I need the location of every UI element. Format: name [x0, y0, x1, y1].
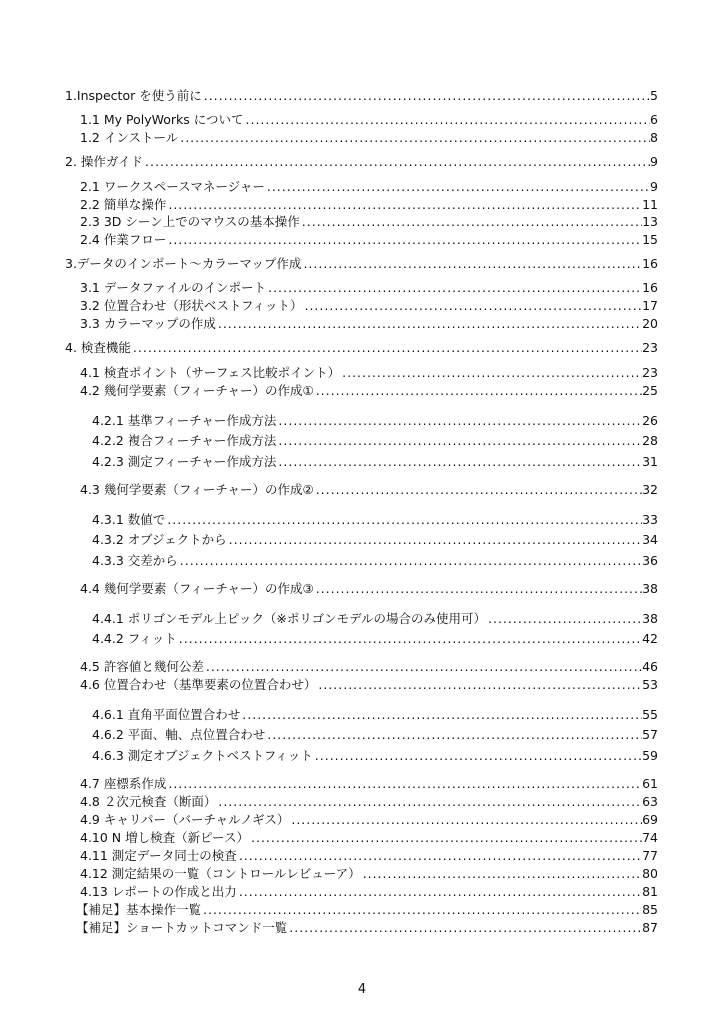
dot-leader — [203, 901, 642, 919]
dot-leader — [316, 481, 642, 499]
toc-entry-title: 4.2.3 測定フィーチャー作成方法 — [92, 454, 277, 469]
dot-leader — [229, 531, 642, 549]
toc-entry[interactable] — [92, 747, 658, 765]
toc-entry-title: 3.データのインポート～カラーマップ作成 — [65, 256, 302, 271]
toc-entry[interactable] — [80, 883, 658, 901]
toc-entry-page: 85 — [642, 902, 658, 917]
dot-leader — [289, 919, 642, 937]
toc-entry[interactable] — [80, 213, 658, 231]
toc-entry[interactable] — [76, 901, 658, 919]
toc-entry-page: 31 — [642, 454, 658, 469]
toc-entry-page: 53 — [642, 677, 658, 692]
dot-leader — [239, 847, 642, 865]
dot-leader — [302, 213, 642, 231]
toc-entry-title: 4.7 座標系作成 — [80, 776, 167, 791]
toc-entry-page: 9 — [650, 154, 658, 169]
dot-leader — [179, 630, 642, 648]
dot-leader — [218, 315, 642, 333]
toc-entry-page: 33 — [642, 512, 658, 527]
toc-entry-page: 63 — [642, 794, 658, 809]
dot-leader — [168, 196, 642, 214]
toc-entry-title: 【補足】基本操作一覧 — [76, 902, 202, 917]
toc-entry-title: 4.6 位置合わせ（基準要素の位置合わせ） — [80, 677, 317, 692]
toc-entry-title: 4.6.2 平面、軸、点位置合わせ — [92, 727, 266, 742]
toc-entry-page: 15 — [642, 232, 658, 247]
toc-entry-page: 36 — [642, 553, 658, 568]
dot-leader — [180, 129, 650, 147]
toc-entry-title: 3.2 位置合わせ（形状ベストフィット） — [80, 298, 303, 313]
dot-leader — [291, 811, 642, 829]
dot-leader — [246, 111, 651, 129]
dot-leader — [239, 883, 642, 901]
toc-entry[interactable] — [80, 129, 658, 147]
toc-entry-page: 32 — [642, 482, 658, 497]
toc-entry[interactable] — [80, 231, 658, 249]
toc-entry-title: 1.Inspector を使う前に — [65, 88, 202, 103]
toc-entry-page: 23 — [642, 365, 658, 380]
dot-leader — [303, 255, 642, 273]
dot-leader — [278, 412, 642, 430]
dot-leader — [316, 580, 642, 598]
toc-entry-page: 25 — [642, 383, 658, 398]
toc-entry-page: 6 — [650, 112, 658, 127]
toc-entry-page: 16 — [642, 280, 658, 295]
toc-entry[interactable] — [80, 676, 658, 694]
dot-leader — [267, 178, 650, 196]
dot-leader — [167, 511, 642, 529]
toc-entry-title: 4.4 幾何学要素（フィーチャー）の作成③ — [80, 581, 314, 596]
toc-entry[interactable] — [65, 153, 658, 171]
dot-leader — [278, 432, 642, 450]
dot-leader — [206, 658, 642, 676]
dot-leader — [168, 775, 642, 793]
toc-entry-page: 57 — [642, 727, 658, 742]
toc-entry-page: 8 — [650, 130, 658, 145]
toc-entry-page: 81 — [642, 884, 658, 899]
toc-entry[interactable] — [92, 610, 658, 628]
toc-entry-page: 38 — [642, 611, 658, 626]
toc-entry-title: 4.9 キャリパー（バーチャルノギス） — [80, 812, 290, 827]
dot-leader — [488, 610, 642, 628]
toc-entry[interactable] — [92, 453, 658, 471]
toc-entry-page: 16 — [642, 256, 658, 271]
toc-entry-page: 38 — [642, 581, 658, 596]
toc-entry[interactable] — [80, 315, 658, 333]
toc-entry[interactable] — [80, 196, 658, 214]
toc-entry-title: 4.1 検査ポイント（サーフェス比較ポイント） — [80, 365, 341, 380]
dot-leader — [304, 297, 642, 315]
toc-entry-title: 3.3 カラーマップの作成 — [80, 316, 216, 331]
toc-entry-title: 【補足】ショートカットコマンド一覧 — [76, 920, 288, 935]
toc-entry[interactable] — [92, 630, 658, 648]
toc-entry[interactable] — [80, 382, 658, 400]
dot-leader — [168, 231, 642, 249]
toc-entry-page: 42 — [642, 631, 658, 646]
toc-entry-page: 46 — [642, 659, 658, 674]
toc-entry-page: 80 — [642, 866, 658, 881]
toc-entry[interactable] — [80, 658, 658, 676]
toc-entry-page: 34 — [642, 532, 658, 547]
toc-entry-page: 77 — [642, 848, 658, 863]
dot-leader — [318, 676, 642, 694]
toc-entry-page: 59 — [642, 748, 658, 763]
toc-entry-title: 4.4.1 ポリゴンモデル上ピック（※ポリゴンモデルの場合のみ使用可） — [92, 611, 487, 626]
dot-leader — [251, 829, 642, 847]
toc-entry[interactable] — [80, 775, 658, 793]
toc-entry[interactable] — [80, 847, 658, 865]
toc-entry-title: 2.1 ワークスペースマネージャー — [80, 179, 265, 194]
dot-leader — [363, 865, 642, 883]
dot-leader — [316, 382, 642, 400]
toc-entry-title: 4.3.1 数値で — [92, 512, 166, 527]
dot-leader — [268, 279, 642, 297]
toc-entry-title: 2.4 作業フロー — [80, 232, 167, 247]
toc-entry-title: 4. 検査機能 — [65, 340, 131, 355]
toc-entry[interactable] — [80, 178, 658, 196]
toc-entry[interactable] — [65, 339, 658, 357]
dot-leader — [204, 87, 650, 105]
page-number: 4 — [357, 982, 367, 997]
toc-entry[interactable] — [80, 364, 658, 382]
toc-entry-page: 61 — [642, 776, 658, 791]
toc-entry-title: 4.10 N 増し検査（新ピース） — [80, 830, 250, 845]
toc-entry-title: 4.3.3 交差から — [92, 553, 178, 568]
toc-entry[interactable] — [80, 829, 658, 847]
toc-entry-title: 3.1 データファイルのインポート — [80, 280, 267, 295]
toc-entry-title: 2.2 簡単な操作 — [80, 197, 167, 212]
toc-entry-page: 28 — [642, 433, 658, 448]
toc-entry[interactable] — [65, 87, 658, 105]
toc-entry[interactable] — [65, 255, 658, 273]
toc-entry[interactable] — [76, 919, 658, 937]
toc-entry-title: 4.2.1 基準フィーチャー作成方法 — [92, 413, 277, 428]
toc-entry-title: 1.2 インストール — [80, 130, 179, 145]
toc-entry[interactable] — [80, 111, 658, 129]
toc-entry-page: 26 — [642, 413, 658, 428]
toc-entry[interactable] — [80, 580, 658, 598]
toc-entry-page: 23 — [642, 340, 658, 355]
toc-entry[interactable] — [92, 412, 658, 430]
toc-entry[interactable] — [92, 706, 658, 724]
toc-entry-title: 4.12 測定結果の一覧（コントロールレビューア） — [80, 866, 361, 881]
toc-entry[interactable] — [80, 279, 658, 297]
dot-leader — [145, 153, 650, 171]
toc-entry-page: 55 — [642, 707, 658, 722]
dot-leader — [218, 793, 642, 811]
dot-leader — [278, 453, 642, 471]
toc-entry-page: 5 — [650, 88, 658, 103]
toc-entry[interactable] — [80, 481, 658, 499]
toc-entry-title: 4.2 幾何学要素（フィーチャー）の作成① — [80, 383, 314, 398]
toc-entry[interactable] — [80, 793, 658, 811]
toc-entry[interactable] — [92, 552, 658, 570]
dot-leader — [342, 364, 642, 382]
toc-entry-title: 4.3.2 オブジェクトから — [92, 532, 227, 547]
toc-entry-title: 4.6.3 測定オブジェクトベストフィット — [92, 748, 313, 763]
toc-entry[interactable] — [92, 531, 658, 549]
toc-entry-title: 2. 操作ガイド — [65, 154, 144, 169]
toc-entry-title: 4.11 測定データ同士の検査 — [80, 848, 237, 863]
toc-entry[interactable] — [92, 511, 658, 529]
dot-leader — [180, 552, 642, 570]
toc-entry-title: 1.1 My PolyWorks について — [80, 112, 244, 127]
toc-entry-title: 4.5 許容値と幾何公差 — [80, 659, 204, 674]
toc-entry[interactable] — [80, 811, 658, 829]
toc-entry-title: 4.2.2 複合フィーチャー作成方法 — [92, 433, 277, 448]
dot-leader — [133, 339, 642, 357]
toc-entry-page: 74 — [642, 830, 658, 845]
dot-leader — [267, 726, 642, 744]
toc-entry-title: 4.4.2 フィット — [92, 631, 177, 646]
toc-entry-page: 9 — [650, 179, 658, 194]
toc-entry-page: 69 — [642, 812, 658, 827]
toc-entry-title: 4.8 ２次元検査（断面） — [80, 794, 217, 809]
dot-leader — [242, 706, 642, 724]
toc-entry-title: 2.3 3D シーン上でのマウスの基本操作 — [80, 214, 300, 229]
toc-entry-page: 87 — [642, 920, 658, 935]
toc-entry-title: 4.13 レポートの作成と出力 — [80, 884, 237, 899]
dot-leader — [315, 747, 642, 765]
toc-entry-title: 4.3 幾何学要素（フィーチャー）の作成② — [80, 482, 314, 497]
toc-entry[interactable] — [92, 726, 658, 744]
toc-entry[interactable] — [80, 297, 658, 315]
toc-entry[interactable] — [92, 432, 658, 450]
toc-entry-page: 20 — [642, 316, 658, 331]
toc-entry-page: 13 — [642, 214, 658, 229]
toc-entry[interactable] — [80, 865, 658, 883]
toc-entry-title: 4.6.1 直角平面位置合わせ — [92, 707, 241, 722]
toc-entry-page: 17 — [642, 298, 658, 313]
toc-entry-page: 11 — [642, 197, 658, 212]
